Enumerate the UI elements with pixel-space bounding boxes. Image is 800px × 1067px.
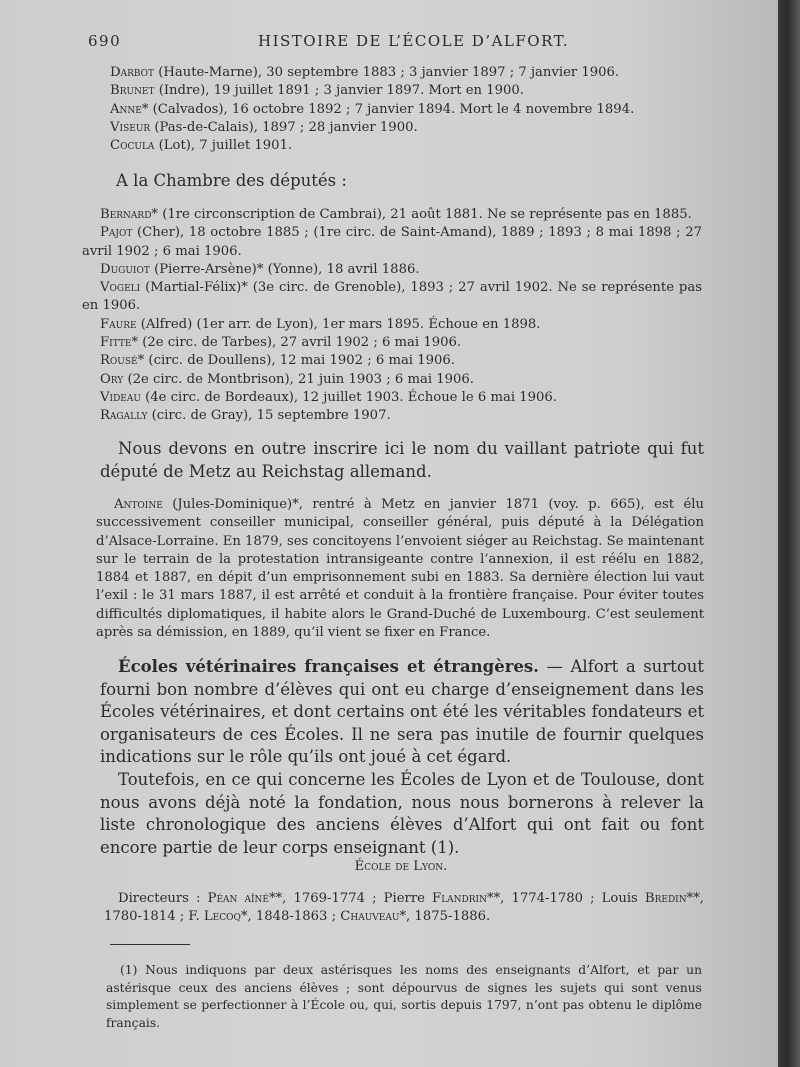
section-heading: Écoles vétérinaires françaises et étrangères.	[118, 657, 539, 676]
footnote: (1) Nous indiquons par deux astérisques les noms des enseignants d’Alfort, et par un astérisque ceux des anciens élèves ; sont dépourvus de signes les sujets qui sont venus simplement se perfectionner à l’École ou, qui, sortis depuis 1797, n’ont pas obtenu le diplôme français.	[106, 963, 702, 1030]
list-item: Fitte* (2e circ. de Tarbes), 27 avril 1902 ; 6 mai 1906.	[100, 335, 462, 351]
lyon-heading: École de Lyon.	[354, 859, 448, 874]
list-item: Faure (Alfred) (1er arr. de Lyon), 1er mars 1895. Échoue en 1898.	[100, 316, 541, 332]
section-text: — Alfort a surtout fourni bon nombre d’élèves qui ont eu charge d’enseignement dans les Écoles vétérinaires, et dont certains ont été les véritables fondateurs et organisateurs de ces Écoles. Il ne sera pas inutile de fournir quelques indications sur le rôle qu’ils ont joué à cet égard.	[100, 657, 705, 767]
list-item: Vogeli (Martial-Félix)* (3e circ. de Grenoble), 1893 ; 27 avril 1902. Ne se représente pas en 1906.	[82, 280, 702, 314]
list-item: Darbot (Haute-Marne), 30 septembre 1883 ; 3 janvier 1897 ; 7 janvier 1906.	[110, 65, 620, 80]
antoine-text: (Jules-Dominique)*, rentré à Metz en janvier 1871 (voy. p. 665), est élu successivement conseiller municipal, conseiller général, puis député à la Délégation d’Alsace-Lorraine. En 1879, ses concitoyens l’envoient siéger au Reichstag. Se maintenant sur le terrain de la protestation intransigeante contre l’annexion, il est réélu en 1882, 1884 et 1887, en dépit d’un emprisonnement subi en 1883. Sa dernière élection lui vaut l’exil : le 31 mars 1887, il est arrêté et conduit à la frontière française. Pour éviter toutes difficultés diplomatiques, il habite alors le Grand-Duché de Luxembourg. C’est seulement après sa démission, en 1889, qu’il vient se fixer en France.	[96, 497, 705, 641]
list-item: Duguiot (Pierre-Arsène)* (Yonne), 18 avril 1886.	[100, 261, 420, 277]
list-item: Ragally (circ. de Gray), 15 septembre 1907.	[100, 408, 391, 424]
section-text-2: Toutefois, en ce qui concerne les Écoles de Lyon et de Toulouse, dont nous avons déjà noté la fondation, nous nous bornerons à relever la liste chronologique des anciens élèves d’Alfort qui ont fait ou font encore partie de leur corps enseignant (1).	[100, 769, 704, 857]
chamber-heading: A la Chambre des députés :	[116, 171, 347, 190]
list-item: Rousé* (circ. de Doullens), 12 mai 1902 ; 6 mai 1906.	[100, 353, 455, 369]
chamber-list	[82, 206, 702, 426]
page-number: 690	[88, 32, 122, 50]
reichstag-paragraph: Nous devons en outre inscrire ici le nom du vaillant patriote qui fut député de Metz au Reichstag allemand.	[100, 439, 704, 481]
list-item: Anne* (Calvados), 16 octobre 1892 ; 7 janvier 1894. Mort le 4 novembre 1894.	[110, 101, 635, 117]
senate-list	[96, 64, 706, 155]
book-gutter-edge	[778, 0, 800, 1067]
running-title: HISTOIRE DE L’ÉCOLE D’ALFORT.	[258, 32, 570, 50]
list-item: Videau (4e circ. de Bordeaux), 12 juillet 1903. Échoue le 6 mai 1906.	[100, 389, 558, 405]
antoine-name: Antoine	[114, 497, 163, 512]
list-item: Ory (2e circ. de Montbrison), 21 juin 1903 ; 6 mai 1906.	[100, 371, 474, 387]
list-item: Brunet (Indre), 19 juillet 1891 ; 3 janvier 1897. Mort en 1900.	[110, 83, 524, 99]
footnote-rule	[110, 944, 190, 945]
list-item: Cocula (Lot), 7 juillet 1901.	[110, 138, 293, 154]
list-item: Pajot (Cher), 18 octobre 1885 ; (1re circ. de Saint-Amand), 1889 ; 1893 ; 8 mai 1898 ; 27 avril 1902 ; 6 mai 1906.	[82, 225, 702, 259]
list-item: Viseur (Pas-de-Calais), 1897 ; 28 janvier 1900.	[110, 119, 418, 135]
ecoles-section	[100, 656, 704, 859]
list-item: Bernard* (1re circonscription de Cambrai), 21 août 1881. Ne se représente pas en 1885.	[100, 207, 692, 222]
directeurs-paragraph: Directeurs : Péan aîné**, 1769-1774 ; Pierre Flandrin**, 1774-1780 ; Louis Bredin**, 1780-1814 ; F. Lecoq*, 1848-1863 ; Chauveau*, 1875-1886.	[104, 891, 704, 925]
antoine-paragraph	[96, 496, 704, 642]
